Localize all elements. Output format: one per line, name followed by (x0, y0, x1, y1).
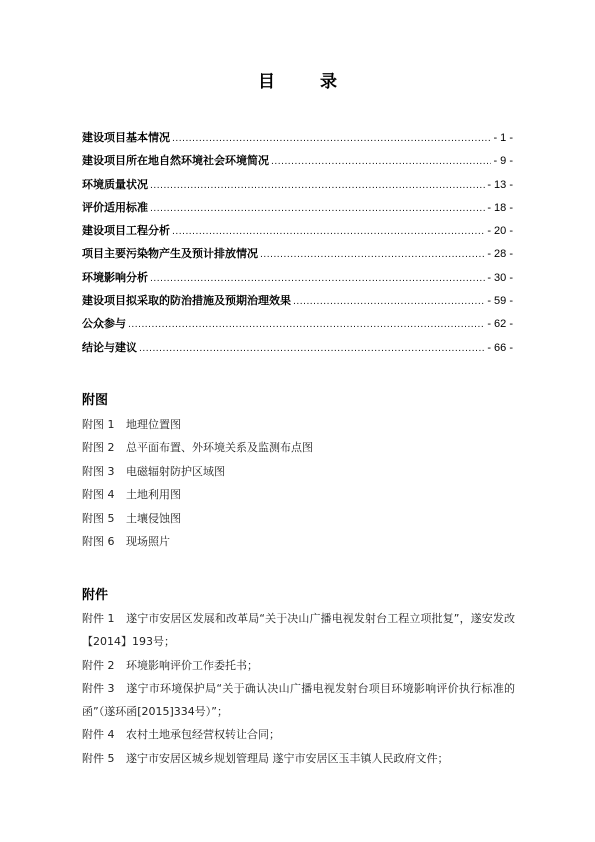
attachment-text: 遂宁市环境保护局“关于确认决山广播电视发射台项目环境影响评价执行标准的函”（遂环函[2015]334号）”； (82, 681, 515, 719)
toc-entry-label: 建设项目拟采取的防治措施及预期治理效果 (82, 294, 291, 308)
toc-entry-page: - 28 - (487, 248, 513, 261)
figure-item (82, 439, 515, 462)
toc-entry-label: 评价适用标准 (82, 200, 148, 214)
attachment-number: 附件 2 (82, 658, 115, 672)
figure-item (82, 486, 515, 509)
toc-entry-page: - 18 - (487, 201, 513, 214)
figure-item (82, 510, 515, 533)
figure-title: 现场照片 (126, 534, 170, 548)
toc-entry[interactable] (82, 269, 513, 292)
figure-title: 总平面布置、外环境关系及监测布点图 (126, 441, 313, 455)
toc-entry-label: 建设项目基本情况 (82, 131, 170, 144)
toc-entry[interactable] (82, 152, 513, 175)
figure-number: 附图 5 (82, 511, 115, 525)
toc-leader-dots (128, 320, 485, 330)
toc-entry[interactable] (82, 339, 513, 362)
toc-leader-dots (271, 157, 491, 167)
toc-entry-page: - 13 - (487, 178, 513, 191)
toc-entry-label: 公众参与 (82, 317, 126, 331)
figure-number: 附图 2 (82, 441, 115, 455)
toc-entry-page: - 30 - (487, 271, 513, 284)
toc-entry-label: 项目主要污染物产生及预计排放情况 (82, 247, 258, 261)
attachment-item (82, 607, 515, 654)
page-title: 目 录 (258, 72, 351, 92)
attachment-item (82, 677, 515, 724)
toc-entry[interactable] (82, 245, 513, 268)
attachment-text: 遂宁市安居区城乡规划管理局 遂宁市安居区玉丰镇人民政府文件； (126, 751, 449, 765)
attachment-number: 附件 1 (82, 612, 115, 625)
figures-list (82, 416, 515, 556)
figure-title: 土地利用图 (126, 488, 181, 502)
toc-entry[interactable] (82, 315, 513, 338)
toc-leader-dots (172, 134, 491, 144)
toc-entry[interactable] (82, 222, 513, 245)
attachment-item (82, 723, 515, 746)
figures-heading: 附图 (82, 393, 109, 408)
figure-title: 电磁辐射防护区域图 (126, 464, 225, 478)
toc-entry-label: 环境影响分析 (82, 270, 148, 284)
attachment-text: 遂宁市安居区发展和改革局“关于决山广播电视发射台工程立项批复”，遂安发改【2014】193号； (82, 612, 515, 649)
figure-number: 附图 4 (82, 488, 115, 502)
attachment-number: 附件 4 (82, 728, 115, 742)
toc-entry-page: - 59 - (487, 295, 513, 308)
figure-title: 土壤侵蚀图 (126, 511, 181, 525)
toc-entry-page: - 1 - (493, 132, 513, 144)
toc-entry[interactable] (82, 176, 513, 199)
toc-entry[interactable] (82, 199, 513, 222)
attachment-text: 环境影响评价工作委托书； (126, 658, 258, 672)
attachment-item (82, 747, 515, 770)
toc-entry-label: 建设项目工程分析 (82, 224, 170, 238)
attachment-item (82, 654, 515, 677)
toc-entry[interactable] (82, 129, 513, 152)
toc-entry-label: 结论与建议 (82, 340, 137, 354)
toc-entry-page: - 9 - (493, 155, 513, 168)
toc-leader-dots (293, 297, 485, 307)
toc-leader-dots (260, 250, 485, 260)
figure-item (82, 463, 515, 486)
table-of-contents (82, 129, 513, 362)
attachments-list (82, 607, 515, 770)
toc-entry-label: 环境质量状况 (82, 177, 148, 191)
toc-leader-dots (150, 204, 485, 214)
figure-title: 地理位置图 (126, 418, 181, 431)
toc-leader-dots (139, 344, 485, 354)
attachments-heading: 附件 (82, 588, 109, 603)
toc-entry-page: - 20 - (487, 225, 513, 238)
toc-entry-label: 建设项目所在地自然环境社会环境简况 (82, 154, 269, 168)
figure-item (82, 533, 515, 556)
figure-number: 附图 3 (82, 464, 115, 478)
figure-number: 附图 6 (82, 534, 115, 548)
toc-leader-dots (150, 181, 485, 191)
toc-leader-dots (150, 274, 485, 284)
toc-entry-page: - 62 - (487, 318, 513, 331)
toc-leader-dots (172, 227, 485, 237)
toc-entry-page: - 66 - (487, 341, 513, 354)
toc-entry[interactable] (82, 292, 513, 315)
attachment-number: 附件 5 (82, 751, 115, 765)
figure-number: 附图 1 (82, 418, 115, 431)
attachment-text: 农村土地承包经营权转让合同； (126, 728, 280, 742)
figure-item (82, 416, 515, 439)
attachment-number: 附件 3 (82, 681, 115, 695)
